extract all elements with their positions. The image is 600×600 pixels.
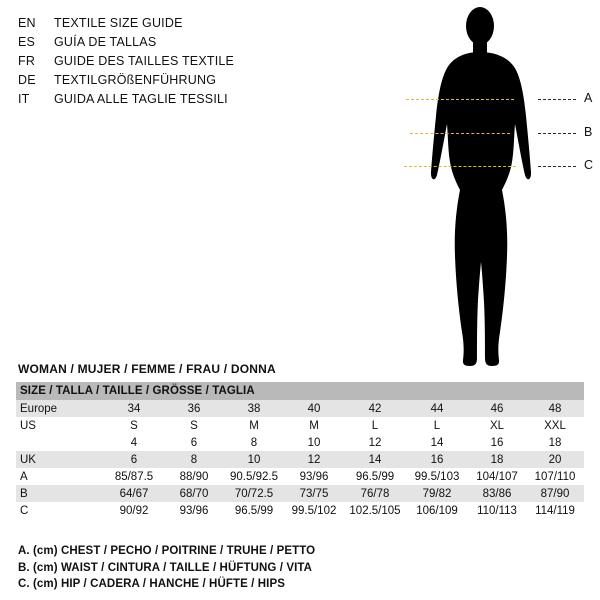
cell: 85/87.5 xyxy=(104,468,164,485)
note-a: A. (cm) CHEST / PECHO / POITRINE / TRUHE / PETTO xyxy=(18,545,316,557)
language-code: EN xyxy=(18,16,36,30)
cell: 8 xyxy=(224,434,284,451)
table-row xyxy=(16,417,584,434)
cell: 88/90 xyxy=(164,468,224,485)
chest-measure-line xyxy=(406,99,514,100)
language-code: IT xyxy=(18,92,30,106)
language-code: ES xyxy=(18,35,36,49)
table-row xyxy=(16,400,584,417)
hip-measure-line xyxy=(404,166,516,167)
cell: 34 xyxy=(104,400,164,417)
language-title: TEXTILGRÖßENFÜHRUNG xyxy=(54,73,217,87)
cell: 106/109 xyxy=(406,502,468,519)
language-row xyxy=(18,33,348,52)
waist-leader-line xyxy=(538,133,576,134)
cell: 18 xyxy=(526,434,584,451)
table-row xyxy=(16,468,584,485)
cell: 99.5/103 xyxy=(406,468,468,485)
cell: 20 xyxy=(526,451,584,468)
cell: 110/113 xyxy=(468,502,526,519)
language-title: TEXTILE SIZE GUIDE xyxy=(54,16,183,30)
cell: 114/119 xyxy=(526,502,584,519)
table-header-row xyxy=(16,382,584,400)
silhouette-icon xyxy=(360,0,600,380)
cell: 102.5/105 xyxy=(344,502,406,519)
measure-label-b: B xyxy=(584,125,593,139)
table-row xyxy=(16,502,584,519)
language-row xyxy=(18,52,348,71)
language-title: GUIDE DES TAILLES TEXTILE xyxy=(54,54,235,68)
measure-label-a: A xyxy=(584,91,593,105)
cell: 16 xyxy=(468,434,526,451)
measurement-notes xyxy=(18,543,578,593)
cell: 10 xyxy=(224,451,284,468)
cell: 90/92 xyxy=(104,502,164,519)
cell: 96.5/99 xyxy=(344,468,406,485)
language-title-list xyxy=(18,14,348,109)
cell: XXL xyxy=(526,417,584,434)
note-c: C. (cm) HIP / CADERA / HANCHE / HÜFTE / HIPS xyxy=(18,578,286,590)
row-label: B xyxy=(16,485,104,502)
cell: L xyxy=(406,417,468,434)
cell: 38 xyxy=(224,400,284,417)
cell: 14 xyxy=(406,434,468,451)
language-code: FR xyxy=(18,54,36,68)
cell: 12 xyxy=(344,434,406,451)
measure-label-c: C xyxy=(584,158,594,172)
cell: 73/75 xyxy=(284,485,344,502)
cell: 79/82 xyxy=(406,485,468,502)
cell: 87/90 xyxy=(526,485,584,502)
cell: 18 xyxy=(468,451,526,468)
table-header-label: SIZE / TALLA / TAILLE / GRÖSSE / TAGLIA xyxy=(16,382,584,400)
cell: 46 xyxy=(468,400,526,417)
cell: 93/96 xyxy=(284,468,344,485)
row-label: UK xyxy=(16,451,104,468)
cell: 4 xyxy=(104,434,164,451)
hip-leader-line xyxy=(538,166,576,167)
row-label: A xyxy=(16,468,104,485)
cell: 36 xyxy=(164,400,224,417)
cell: 16 xyxy=(406,451,468,468)
language-row xyxy=(18,71,348,90)
row-label: US xyxy=(16,417,104,434)
cell: 90.5/92.5 xyxy=(224,468,284,485)
language-title: GUÍA DE TALLAS xyxy=(54,35,157,49)
cell: 12 xyxy=(284,451,344,468)
cell: M xyxy=(224,417,284,434)
language-row xyxy=(18,14,348,33)
cell: 104/107 xyxy=(468,468,526,485)
language-title: GUIDA ALLE TAGLIE TESSILI xyxy=(54,92,228,106)
cell: 40 xyxy=(284,400,344,417)
female-silhouette-figure xyxy=(360,0,600,380)
cell: 14 xyxy=(344,451,406,468)
waist-measure-line xyxy=(410,133,510,134)
cell: 6 xyxy=(104,451,164,468)
cell: 6 xyxy=(164,434,224,451)
cell: 70/72.5 xyxy=(224,485,284,502)
language-code: DE xyxy=(18,73,36,87)
cell: S xyxy=(104,417,164,434)
language-row xyxy=(18,90,348,109)
chest-leader-line xyxy=(538,99,576,100)
table-row xyxy=(16,451,584,468)
table-row xyxy=(16,434,584,451)
table-row xyxy=(16,485,584,502)
cell: 96.5/99 xyxy=(224,502,284,519)
cell: 76/78 xyxy=(344,485,406,502)
cell: 99.5/102 xyxy=(284,502,344,519)
cell: 93/96 xyxy=(164,502,224,519)
cell: L xyxy=(344,417,406,434)
cell: S xyxy=(164,417,224,434)
cell: M xyxy=(284,417,344,434)
cell: 10 xyxy=(284,434,344,451)
cell: 48 xyxy=(526,400,584,417)
row-label: C xyxy=(16,502,104,519)
cell: 8 xyxy=(164,451,224,468)
section-title: WOMAN / MUJER / FEMME / FRAU / DONNA xyxy=(18,362,276,376)
size-table xyxy=(16,382,584,519)
cell: 42 xyxy=(344,400,406,417)
cell: 107/110 xyxy=(526,468,584,485)
note-b: B. (cm) WAIST / CINTURA / TAILLE / HÜFTUNG / VITA xyxy=(18,561,313,574)
cell: 68/70 xyxy=(164,485,224,502)
size-table-wrap xyxy=(16,382,584,519)
row-label xyxy=(16,434,104,451)
cell: XL xyxy=(468,417,526,434)
cell: 83/86 xyxy=(468,485,526,502)
row-label: Europe xyxy=(16,400,104,417)
cell: 44 xyxy=(406,400,468,417)
cell: 64/67 xyxy=(104,485,164,502)
